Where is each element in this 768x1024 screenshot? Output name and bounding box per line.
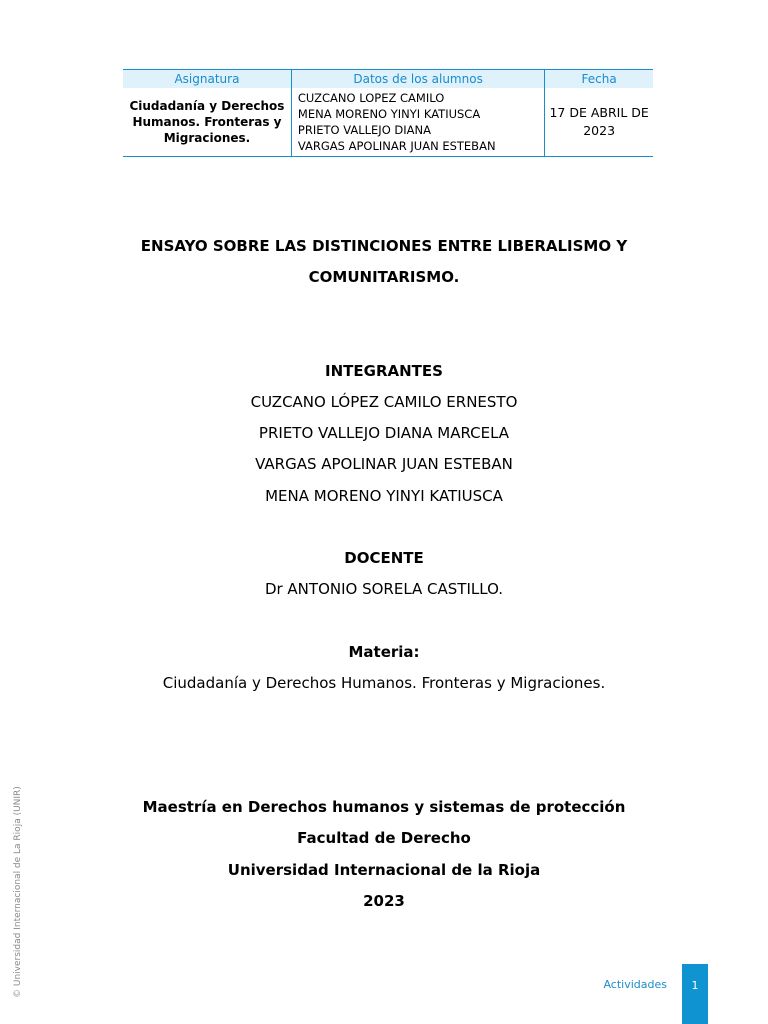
program-name: Maestría en Derechos humanos y sistemas de protección <box>142 798 626 816</box>
date-cell: 17 DE ABRIL DE 2023 <box>545 88 653 157</box>
member-name: PRIETO VALLEJO DIANA MARCELA <box>258 424 510 442</box>
year: 2023 <box>363 892 405 910</box>
students-cell <box>291 88 544 157</box>
col-date-header: Fecha <box>545 70 653 89</box>
member-name: MENA MORENO YINYI KATIUSCA <box>265 487 503 505</box>
student-name: MENA MORENO YINYI KATIUSCA <box>297 107 481 121</box>
faculty-name: Facultad de Derecho <box>297 829 471 847</box>
members-heading: INTEGRANTES <box>325 362 443 380</box>
teacher-name: Dr ANTONIO SORELA CASTILLO. <box>264 580 504 598</box>
course-heading: Materia: <box>348 643 420 661</box>
teacher-heading: DOCENTE <box>344 549 424 567</box>
member-name: VARGAS APOLINAR JUAN ESTEBAN <box>255 455 513 473</box>
subject-cell: Ciudadanía y Derechos Humanos. Fronteras y Migraciones. <box>123 88 291 157</box>
essay-title-line-2: COMUNITARISMO. <box>308 268 460 286</box>
copyright-side-text: © Universidad Internacional de La Rioja (UNIR) <box>13 786 23 998</box>
essay-title-line-1: ENSAYO SOBRE LAS DISTINCIONES ENTRE LIBERALISMO Y <box>140 237 628 255</box>
student-name: PRIETO VALLEJO DIANA <box>297 123 431 137</box>
university-name: Universidad Internacional de la Rioja <box>227 861 541 879</box>
col-students-header: Datos de los alumnos <box>291 70 544 89</box>
page-number: 1 <box>682 964 708 1024</box>
footer-label: Actividades <box>603 978 667 991</box>
student-name: VARGAS APOLINAR JUAN ESTEBAN <box>297 139 496 153</box>
course-name: Ciudadanía y Derechos Humanos. Fronteras y Migraciones. <box>162 674 606 692</box>
header-table <box>123 69 653 157</box>
student-name: CUZCANO LOPEZ CAMILO <box>297 91 445 105</box>
col-subject-header: Asignatura <box>123 70 291 89</box>
member-name: CUZCANO LÓPEZ CAMILO ERNESTO <box>250 393 518 411</box>
